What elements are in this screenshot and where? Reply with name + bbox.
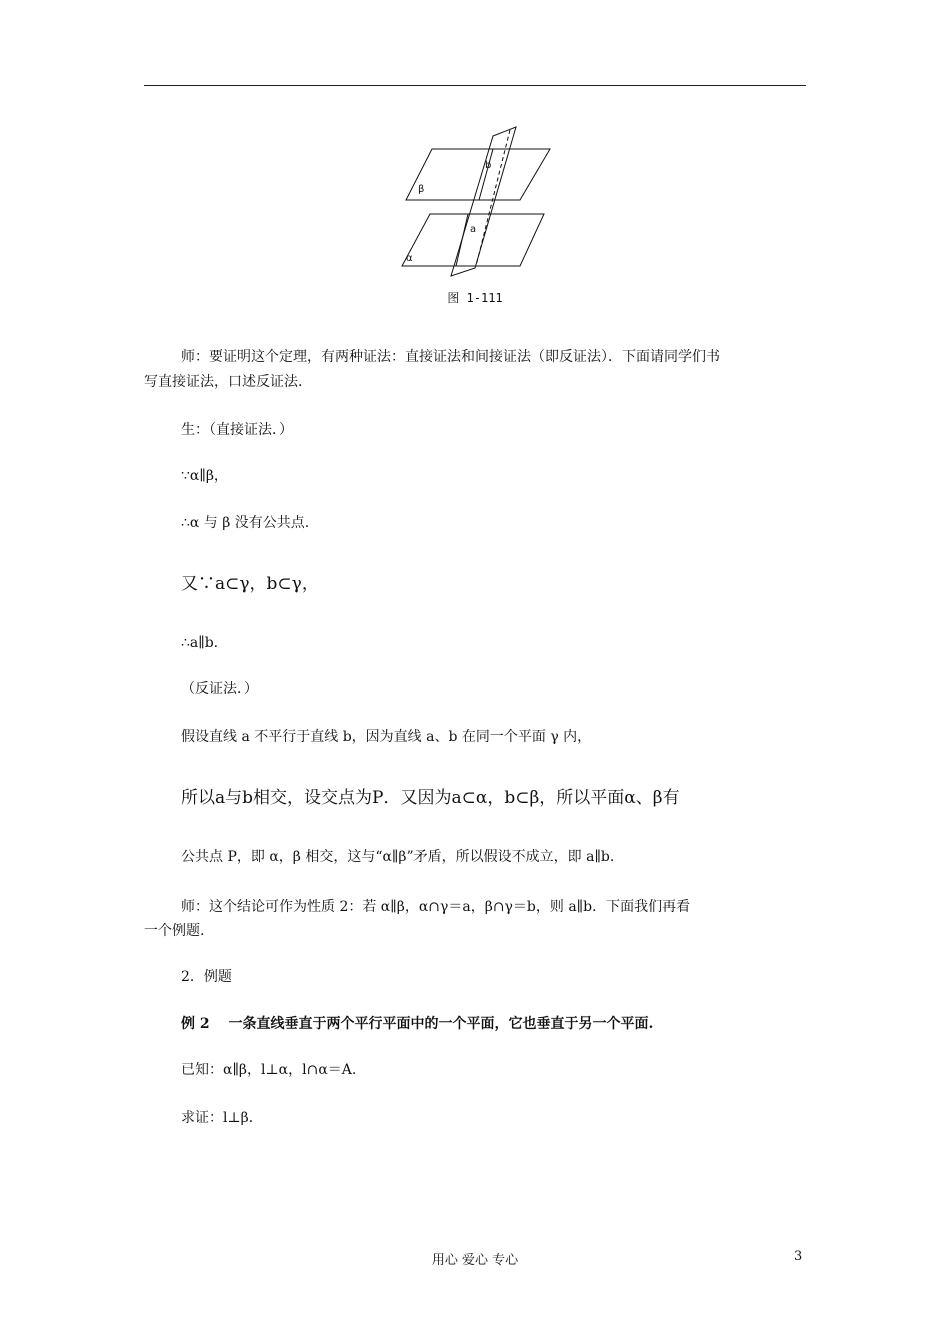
- label-a: a: [470, 224, 477, 235]
- parallel-planes-figure: [396, 120, 556, 285]
- example-statement: 例 2 一条直线垂直于两个平行平面中的一个平面，它也垂直于另一个平面.: [181, 1016, 654, 1032]
- paragraph-line: ∴α 与 β 没有公共点.: [181, 515, 310, 531]
- paragraph-line: 又∵a⊂γ，b⊂γ，: [181, 574, 319, 594]
- paragraph-line: ∵α∥β，: [181, 468, 228, 484]
- given-line: 已知：α∥β，l⊥α，l∩α＝A.: [181, 1062, 357, 1078]
- paragraph-line: 写直接证法，口述反证法.: [144, 374, 303, 390]
- paragraph-line: 师：要证明这个定理，有两种证法：直接证法和间接证法（即反证法）．下面请同学们书: [181, 349, 720, 365]
- paragraph-line: 生：（直接证法．）: [181, 422, 293, 438]
- label-alpha: α: [406, 253, 413, 264]
- paragraph-line: 公共点 P，即 α，β 相交，这与“α∥β”矛盾，所以假设不成立，即 a∥b.: [181, 849, 615, 865]
- plane-alpha: [402, 214, 544, 266]
- label-b: b: [485, 160, 492, 171]
- prove-line: 求证：l⊥β．: [181, 1110, 263, 1126]
- section-heading: 2．例题: [181, 969, 232, 985]
- label-beta: β: [418, 184, 425, 195]
- plane-beta: [406, 149, 550, 200]
- page-footer: 用心 爱心 专心: [431, 1253, 519, 1268]
- line-a: [456, 214, 468, 266]
- figure-caption: 图 1-111: [447, 291, 503, 305]
- paragraph-line: 所以a与b相交，设交点为P．又因为a⊂α，b⊂β，所以平面α、β有: [181, 788, 680, 808]
- page-number: 3: [794, 1249, 803, 1264]
- paragraph-line: 师：这个结论可作为性质 2：若 α∥β，α∩γ＝a，β∩γ＝b，则 a∥b．下面我们再看: [181, 899, 691, 915]
- paragraph-line: ∴a∥b.: [181, 635, 219, 651]
- paragraph-line: 一个例题.: [144, 923, 205, 939]
- paragraph-line: （反证法．）: [181, 681, 258, 697]
- header-rule: [144, 85, 806, 86]
- paragraph-line: 假设直线 a 不平行于直线 b，因为直线 a、b 在同一个平面 γ 内，: [181, 729, 592, 745]
